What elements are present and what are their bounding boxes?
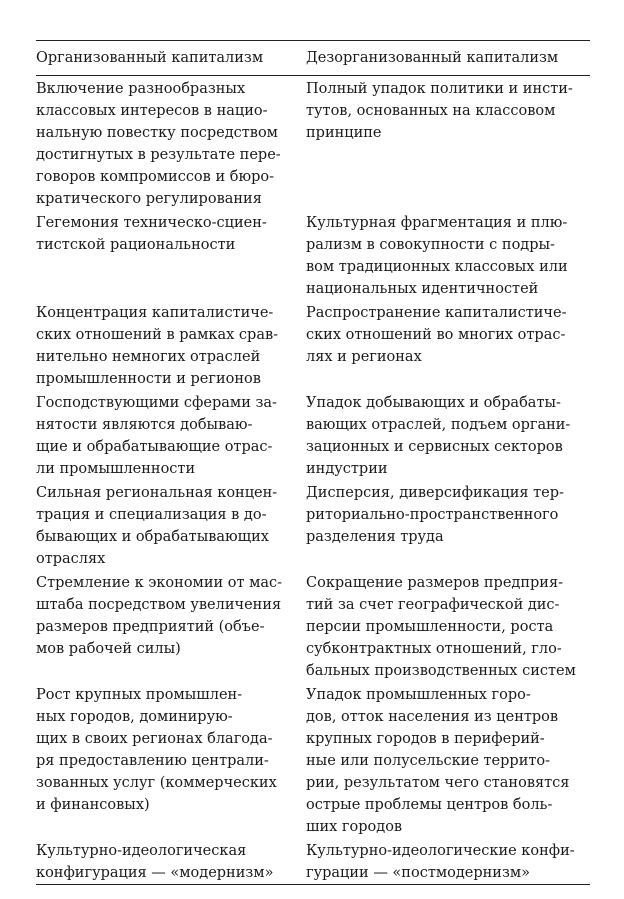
cell-text-line: гурации — «постмодернизм» [306,865,531,881]
cell-text-line: Распространение капиталистиче- [306,305,567,321]
cell-text-line: национальных идентичностей [306,281,539,297]
cell-text-line: тистской рациональности [36,237,236,253]
table-row [36,838,590,885]
cell-text-line: достигнутых в результате пере- [36,147,281,163]
cell-text-line: тутов, основанных на классовом [306,103,556,119]
cell-text-line: ли промышленности [36,461,196,477]
cell-text-line: говоров компромиссов и бюро- [36,169,274,185]
cell-text-line: Культурно-идеологическая [36,843,247,859]
cell-text-line: субконтрактных отношений, гло- [306,641,562,657]
cell-text-line: бальных производственных систем [306,663,576,679]
cell-text-line: нительно немногих отраслей [36,349,261,365]
cell-text-line: острые проблемы центров боль- [306,797,553,813]
table-row [36,682,590,838]
cell-text-line: Дисперсия, диверсификация тер- [306,485,564,501]
cell-organized [36,838,306,885]
cell-text-line: Сильная региональная концен- [36,485,278,501]
cell-organized [36,300,306,390]
cell-text-line: Упадок добывающих и обрабаты- [306,395,561,411]
cell-text-line: Сокращение размеров предприя- [306,575,563,591]
table-header [36,41,590,76]
cell-text-line: индустрии [306,461,388,477]
cell-text-line: вающих отраслей, подъем органи- [306,417,571,433]
cell-text-line: зационных и сервисных секторов [306,439,563,455]
cell-organized [36,390,306,480]
comparison-table [36,40,590,885]
cell-disorganized [306,210,590,300]
header-organized-capitalism: Организованный капитализм [36,50,264,66]
table-row [36,390,590,480]
cell-text-line: тий за счет географической дис- [306,597,560,613]
cell-text-line: и финансовых) [36,797,150,813]
cell-text-line: ных городов, доминирую- [36,709,233,725]
cell-text-line: риториально-пространственного [306,507,559,523]
cell-text-line: Рост крупных промышлен- [36,687,243,703]
cell-organized [36,570,306,682]
cell-text-line: ских отношений в рамках срав- [36,327,279,343]
cell-text-line: Культурная фрагментация и плю- [306,215,568,231]
cell-disorganized [306,390,590,480]
cell-text-line: классовых интересов в нацио- [36,103,268,119]
cell-disorganized [306,570,590,682]
cell-text-line: Гегемония техническо-сциен- [36,215,267,231]
cell-text-line: персии промышленности, роста [306,619,554,635]
cell-text-line: нятости являются добываю- [36,417,253,433]
document-page [36,40,590,885]
table-body [36,76,590,885]
cell-text-line: мов рабочей силы) [36,641,181,657]
cell-text-line: отраслях [36,551,106,567]
cell-text-line: Включение разнообразных [36,81,246,97]
cell-text-line: кратического регулирования [36,191,262,207]
header-row [36,41,590,76]
table-row [36,210,590,300]
cell-text-line: Господствующими сферами за- [36,395,277,411]
cell-text-line: ских отношений во многих отрас- [306,327,566,343]
cell-text-line: Упадок промышленных горо- [306,687,531,703]
cell-disorganized [306,838,590,885]
cell-text-line: рализм в совокупности с подры- [306,237,555,253]
cell-text-line: Полный упадок политики и инсти- [306,81,573,97]
cell-text-line: конфигурация — «модернизм» [36,865,274,881]
cell-text-line: Культурно-идеологические конфи- [306,843,575,859]
cell-disorganized [306,682,590,838]
cell-text-line: дов, отток населения из центров [306,709,559,725]
table-row [36,480,590,570]
cell-text-line: ные или полусельские террито- [306,753,551,769]
cell-text-line: промышленности и регионов [36,371,261,387]
cell-text-line: ря предоставлению централи- [36,753,269,769]
header-disorganized-capitalism: Дезорганизованный капитализм [306,50,559,66]
table-row [36,300,590,390]
cell-text-line: бывающих и обрабатывающих [36,529,269,545]
cell-disorganized [306,480,590,570]
cell-text-line: рии, результатом чего становятся [306,775,570,791]
cell-text-line: вом традиционных классовых или [306,259,568,275]
cell-organized [36,210,306,300]
cell-text-line: щих в своих регионах благода- [36,731,273,747]
cell-text-line: зованных услуг (коммерческих [36,775,277,791]
cell-text-line: разделения труда [306,529,444,545]
cell-organized [36,480,306,570]
cell-organized [36,76,306,211]
cell-text-line: ших городов [306,819,403,835]
cell-text-line: Стремление к экономии от мас- [36,575,283,591]
cell-text-line: Концентрация капиталистиче- [36,305,274,321]
cell-text-line: трация и специализация в до- [36,507,267,523]
cell-text-line: принципе [306,125,382,141]
cell-text-line: лях и регионах [306,349,422,365]
cell-organized [36,682,306,838]
table-row [36,570,590,682]
cell-text-line: штаба посредством увеличения [36,597,282,613]
table-row [36,76,590,211]
cell-text-line: нальную повестку посредством [36,125,278,141]
cell-disorganized [306,300,590,390]
cell-text-line: размеров предприятий (объе- [36,619,265,635]
cell-text-line: крупных городов в периферий- [306,731,545,747]
cell-text-line: щие и обрабатывающие отрас- [36,439,273,455]
cell-disorganized [306,76,590,211]
